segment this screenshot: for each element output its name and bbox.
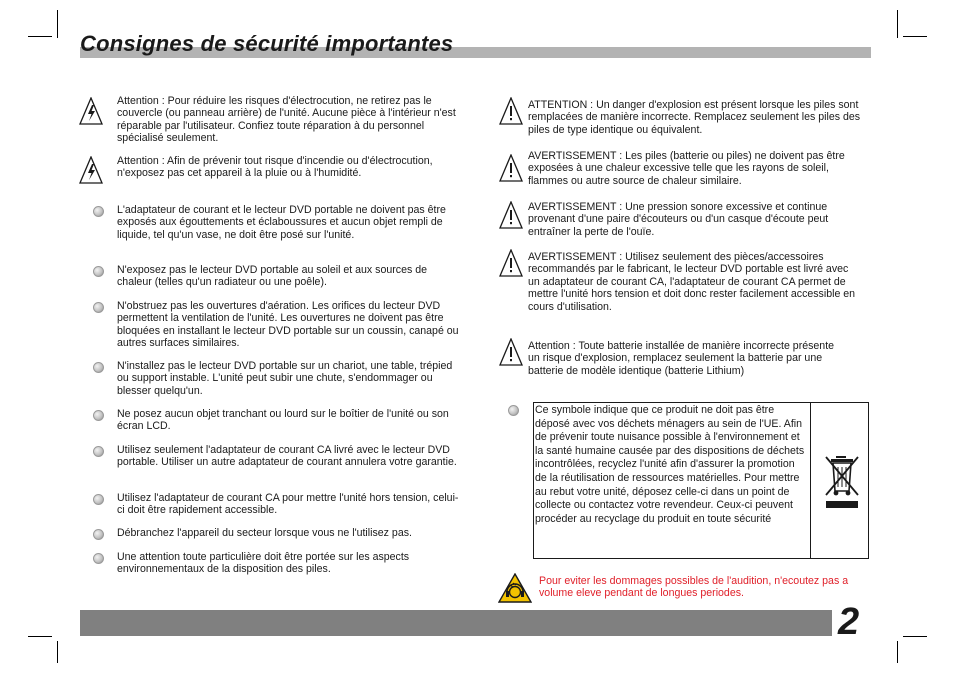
hearing-warning-text: Pour eviter les dommages possibles de l'audition, n'ecoutez pas a volume eleve pendant de longues periodes. xyxy=(539,575,849,600)
exclamation-triangle-icon xyxy=(499,201,523,229)
left-bullet-5: Ne posez aucun objet tranchant ou lourd sur le boîtier de l'unité ou son écran LCD. xyxy=(117,408,449,433)
left-bullet-1: L'adaptateur de courant et le lecteur DVD portable ne doivent pas être exposés aux égouttements et éclaboussures et aucun objet rempli de liquide, tel qu'un vase, ne doit être posé sur l'unité. xyxy=(117,204,446,241)
crop-mark xyxy=(903,636,927,637)
weee-notice-box xyxy=(533,402,869,559)
crop-mark xyxy=(28,36,52,37)
bullet-icon xyxy=(93,410,104,421)
bullet-icon xyxy=(508,405,519,416)
left-bullet-9: Une attention toute particulière doit être portée sur les aspects environnementaux de la disposition des piles. xyxy=(117,551,410,576)
footer-bar xyxy=(80,610,832,636)
bullet-icon xyxy=(93,553,104,564)
bullet-icon xyxy=(93,446,104,457)
lightning-bolt-triangle-icon xyxy=(79,156,103,184)
crop-mark xyxy=(903,36,927,37)
hearing-damage-warning-icon xyxy=(498,573,532,603)
bullet-icon xyxy=(93,529,104,540)
crop-mark xyxy=(57,10,58,38)
bullet-icon xyxy=(93,362,104,373)
weee-notice-text: Ce symbole indique que ce produit ne doit pas être déposé avec vos déchets ménagers au sein de l'UE. Afin de prévenir toute nuisance possible à l'environnement et la santé humaine causée par des dispositions de déchets incontrôlées, recyclez l'unité afin d'assurer la promotion de la réutilisation de ressources matérielles. Pour mettre au rebut votre unité, déposez celle-ci dans un point de collecte ou contactez votre revendeur. Ceux-ci peuvent procéder au recyclage du produit en toute sécurité xyxy=(535,404,805,525)
lightning-bolt-triangle-icon xyxy=(79,97,103,125)
left-bullet-8: Débranchez l'appareil du secteur lorsque vous ne l'utilisez pas. xyxy=(117,527,412,539)
right-warning-4: AVERTISSEMENT : Utilisez seulement des pièces/accessoires recommandés par le fabricant, le lecteur DVD portable est livré avec un adaptateur de courant CA, l'adaptateur de courant CA permet de mettre l'unité hors tension et doit donc rester facilement accessible en cours d'utilisation. xyxy=(528,251,856,313)
right-warning-2: AVERTISSEMENT : Les piles (batterie ou piles) ne doivent pas être exposées à une chaleur excessive telle que les rayons de soleil, flammes ou autre source de chaleur similaire. xyxy=(528,150,845,187)
exclamation-triangle-icon xyxy=(499,338,523,366)
right-warning-5: Attention : Toute batterie installée de manière incorrecte présente un risque d'explosion, remplacez seulement la batterie par une batterie de modèle identique (batterie Lithium) xyxy=(528,340,835,377)
bullet-icon xyxy=(93,302,104,313)
crop-mark xyxy=(897,10,898,38)
bullet-icon xyxy=(93,494,104,505)
right-warning-1: ATTENTION : Un danger d'explosion est présent lorsque les piles sont remplacées de manière incorrecte. Remplacez seulement les piles des piles de type identique ou équivalent. xyxy=(528,99,861,136)
crossed-out-wheelie-bin-icon xyxy=(822,453,864,513)
left-warning-2: Attention : Afin de prévenir tout risque d'incendie ou d'électrocution, n'exposez pas cet appareil à la pluie ou à l'humidité. xyxy=(117,155,433,180)
left-bullet-4: N'installez pas le lecteur DVD portable sur un chariot, une table, trépied ou support instable. L'unité peut subir une chute, s'endommager ou blesser quelqu'un. xyxy=(117,360,453,397)
bullet-icon xyxy=(93,206,104,217)
crop-mark xyxy=(897,641,898,663)
crop-mark xyxy=(57,641,58,663)
exclamation-triangle-icon xyxy=(499,249,523,277)
bullet-icon xyxy=(93,266,104,277)
left-bullet-3: N'obstruez pas les ouvertures d'aération. Les orifices du lecteur DVD permettent la ventilation de l'unité. Les ouvertures ne doivent pas être bloquées en installant le lecteur DVD portable sur un coussin, canapé ou autres surfaces similaires. xyxy=(117,300,459,350)
page-title: Consignes de sécurité importantes xyxy=(80,31,454,56)
weee-divider xyxy=(810,403,811,558)
left-bullet-2: N'exposez pas le lecteur DVD portable au soleil et aux sources de chaleur (telles qu'un radiateur ou une poêle). xyxy=(117,264,427,289)
exclamation-triangle-icon xyxy=(499,154,523,182)
page-number: 2 xyxy=(838,601,860,643)
left-bullet-6: Utilisez seulement l'adaptateur de courant CA livré avec le lecteur DVD portable. Utiliser un autre adaptateur de courant annulera votre garantie. xyxy=(117,444,457,469)
left-warning-1: Attention : Pour réduire les risques d'électrocution, ne retirez pas le couvercle (ou panneau arrière) de l'unité. Aucune pièce à l'intérieur n'est réparable par l'utilisateur. Confiez toute réparation à du personnel spécialisé seulement. xyxy=(117,95,456,145)
exclamation-triangle-icon xyxy=(499,97,523,125)
right-warning-3: AVERTISSEMENT : Une pression sonore excessive et continue provenant d'une paire d'écouteurs ou d'un casque d'écoute peut entraîner la perte de l'ouïe. xyxy=(528,201,829,238)
left-bullet-7: Utilisez l'adaptateur de courant CA pour mettre l'unité hors tension, celui-ci doit être rapidement accessible. xyxy=(117,492,459,517)
crop-mark xyxy=(28,636,52,637)
